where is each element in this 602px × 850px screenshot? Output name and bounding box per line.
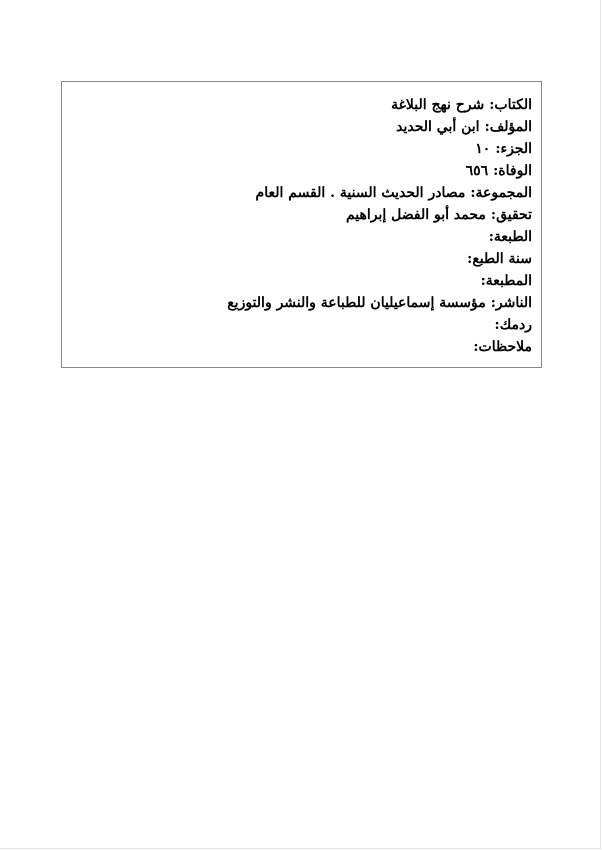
collection-label: المجموعة: <box>470 185 532 201</box>
editor-value: محمد أبو الفضل إبراهيم <box>345 207 486 223</box>
author-row <box>77 116 532 138</box>
death-year-label: الوفاة: <box>493 163 532 179</box>
book-info-rows <box>77 94 532 358</box>
author-label: المؤلف: <box>484 119 532 135</box>
isbn-row <box>77 314 532 336</box>
editor-row <box>77 204 532 226</box>
notes-row <box>77 336 532 358</box>
publisher-value: مؤسسة إسماعيليان للطباعة والنشر والتوزيع <box>227 295 486 311</box>
volume-label: الجزء: <box>495 141 532 157</box>
isbn-label: ردمك: <box>494 317 532 333</box>
volume-row <box>77 138 532 160</box>
publisher-label: الناشر: <box>490 295 532 311</box>
volume-value: ١٠ <box>475 141 491 157</box>
collection-value: مصادر الحديث السنية . القسم العام <box>255 185 466 201</box>
publisher-row <box>77 292 532 314</box>
death-year-value: ٦٥٦ <box>465 163 489 179</box>
book-info-box <box>61 81 542 368</box>
printing-press-row <box>77 270 532 292</box>
edition-row <box>77 226 532 248</box>
collection-row <box>77 182 532 204</box>
death-year-row <box>77 160 532 182</box>
printing-press-label: المطبعة: <box>480 273 532 289</box>
author-value: ابن أبي الحديد <box>396 119 480 135</box>
editor-label: تحقيق: <box>490 207 532 223</box>
book-title-row <box>77 94 532 116</box>
book-title-label: الكتاب: <box>489 97 532 113</box>
edition-label: الطبعة: <box>488 229 532 245</box>
notes-label: ملاحظات: <box>473 339 532 355</box>
book-title-value: شرح نهج البلاغة <box>391 97 485 113</box>
print-year-label: سنة الطبع: <box>467 251 532 267</box>
print-year-row <box>77 248 532 270</box>
